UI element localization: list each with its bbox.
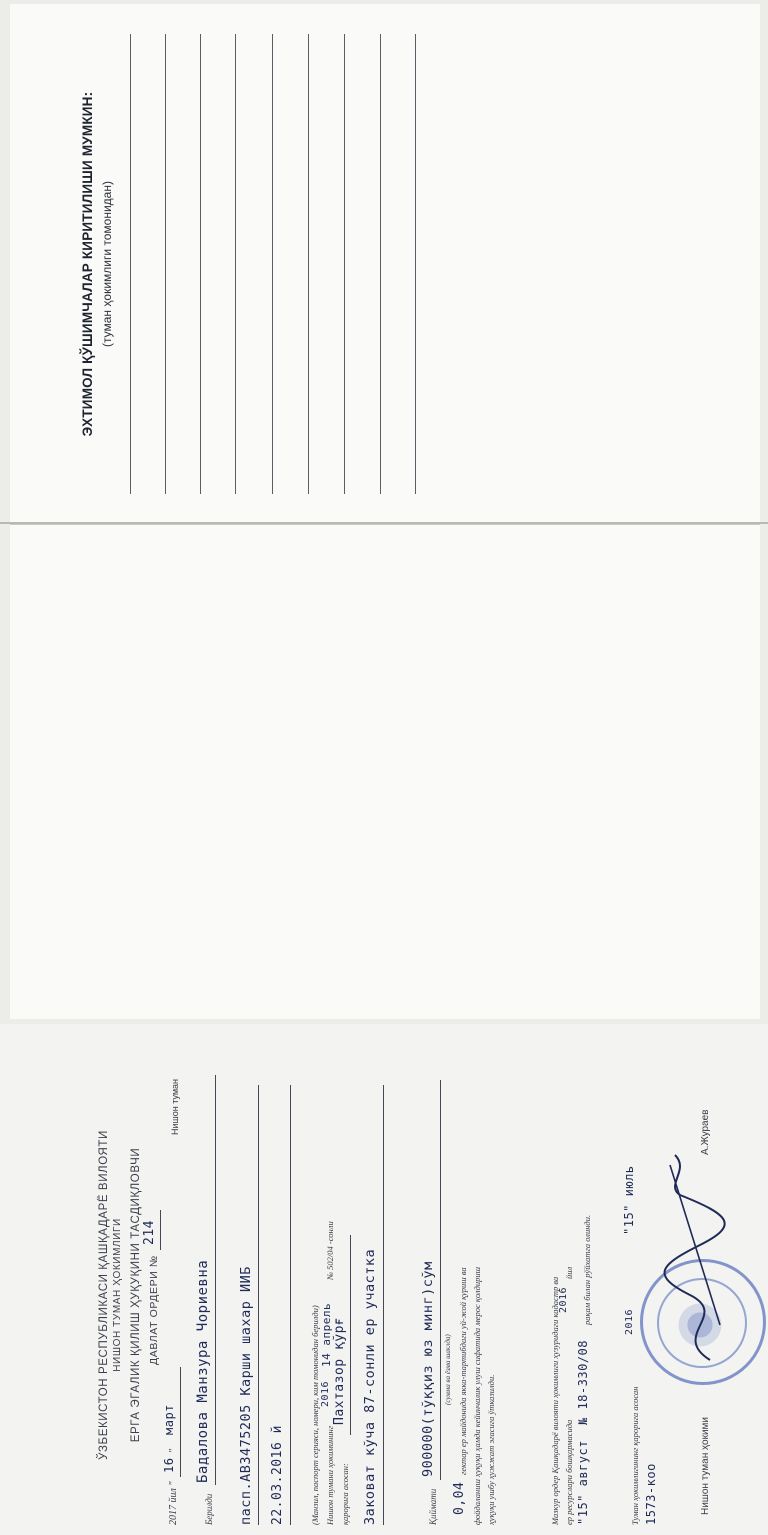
date-month: март <box>162 1404 176 1435</box>
price-underline <box>440 1080 441 1480</box>
top-page-content <box>10 14 760 514</box>
ruled-line <box>165 34 166 494</box>
order-label: ДАВЛАТ ОРДЕРИ № <box>148 1255 160 1365</box>
signature <box>650 1145 740 1365</box>
decision-label: Нишон тумани ҳокимининг <box>325 1425 335 1525</box>
registry-date: "15" июль <box>622 1165 636 1235</box>
price-label: Қиймати <box>428 1488 438 1525</box>
massive-name: Пахтазор қўрғ <box>332 1316 347 1425</box>
registry-label: Туман ҳокимлигининг қарорига асосан <box>630 1386 640 1525</box>
registration-date: "15" август <box>576 1440 590 1525</box>
ruled-line <box>344 34 345 494</box>
certificate-title: ЕРГА ЭГАЛИК ҚИЛИШ ҲУҚУҚИНИ ТАСДИҚЛОВЧИ <box>130 1147 142 1443</box>
date-day: 16 <box>162 1457 176 1473</box>
holder-name-underline <box>215 1075 216 1485</box>
signer-name: А.Жураев <box>700 1109 711 1155</box>
price-caption: (сумма ва ёзма шаклда) <box>444 1334 452 1405</box>
land-address: Заковат кўча 87-сонли ер участка <box>362 1248 378 1525</box>
order-number: 214 <box>142 1220 157 1245</box>
ruled-line <box>308 34 309 494</box>
address-underline <box>383 1085 384 1525</box>
registration-year-word: йил <box>564 1266 574 1279</box>
passport-info: пасп.АВ3475205 Карши шахар ИИБ <box>238 1266 254 1525</box>
top-page-subtitle: (туман ҳокимлиги томонидан) <box>100 181 114 347</box>
registration-year: 2016 <box>558 1286 569 1313</box>
certificate-header-line2: НИШОН ТУМАН ҲОКИМЛИГИ <box>112 1218 123 1372</box>
ruled-line <box>415 34 416 494</box>
document-page-top <box>10 4 760 522</box>
decision-year: 2016 <box>320 1380 331 1407</box>
document-page-bottom <box>10 524 760 1525</box>
registration-line2: ер ресурслари бошқармасида <box>564 1419 574 1525</box>
top-page-title: ЭХТИМОЛ ҚЎШИМЧАЛАР КИРИТИЛИШИ МУМКИН: <box>80 91 95 437</box>
area-value: 0,04 <box>452 1481 467 1515</box>
price-value: 900000(тўққиз юз минг)сўм <box>420 1261 436 1477</box>
ruled-line <box>130 34 131 494</box>
decision-number: № 502/04 -сонли <box>325 1221 335 1280</box>
registration-label: Мазкур ордер Қашқадарё вилояти ҳокимлиги ҳузуридаги кадастр ва <box>550 1276 560 1525</box>
signer-label: Нишон туман ҳокими <box>700 1417 711 1515</box>
ruled-line <box>272 34 273 494</box>
registration-number: № 18-330/08 <box>576 1340 590 1425</box>
holder-name: Бадалова Манзура Чориевна <box>195 1259 211 1483</box>
rights-line3: ҳуқуқи ушбу ҳужжат эгасига ўтказилди. <box>486 1374 496 1525</box>
passport-caption: (Манзил, паспорт серияси, номери, ким томонидан берилди) <box>310 1305 320 1525</box>
certificate-header-line1: ЎЗБЕКИСТОН РЕСПУБЛИКАСИ ҚАШҚАДАРЁ ВИЛОЯТИ <box>98 1130 110 1460</box>
certificate-content <box>10 1055 760 1535</box>
passport-date: 22.03.2016 й <box>270 1425 285 1525</box>
date-underline <box>180 1367 181 1477</box>
ruled-line <box>200 34 201 494</box>
ruled-line <box>235 34 236 494</box>
passport-date-underline <box>290 1085 291 1525</box>
ruled-line <box>380 34 381 494</box>
massive-underline <box>350 1235 351 1435</box>
decision-date: 14 апрель <box>320 1302 333 1367</box>
registry-number: 1573-коо <box>644 1463 658 1525</box>
registration-tail: рақам билан рўйхатга олинди. <box>582 1214 592 1325</box>
area-text: гектар ер майдонида якка-тартибдаги уй-жой қуриш ва <box>458 1267 468 1475</box>
date-year: 2017 йил " <box>168 1481 179 1525</box>
registry-year: 2016 <box>624 1308 635 1335</box>
decision-suffix: қарорига асосан: <box>340 1463 350 1525</box>
date-quote: " <box>168 1448 179 1453</box>
district-name: Нишон туман <box>170 1078 180 1135</box>
issued-label: Берилди <box>204 1493 214 1525</box>
rights-line2: фойдаланиш ҳуқуқи ҳамда кейинчалик улуш сифатида мерос қолдириш <box>472 1266 482 1525</box>
order-number-underline <box>160 1210 161 1250</box>
passport-underline <box>258 1085 259 1525</box>
